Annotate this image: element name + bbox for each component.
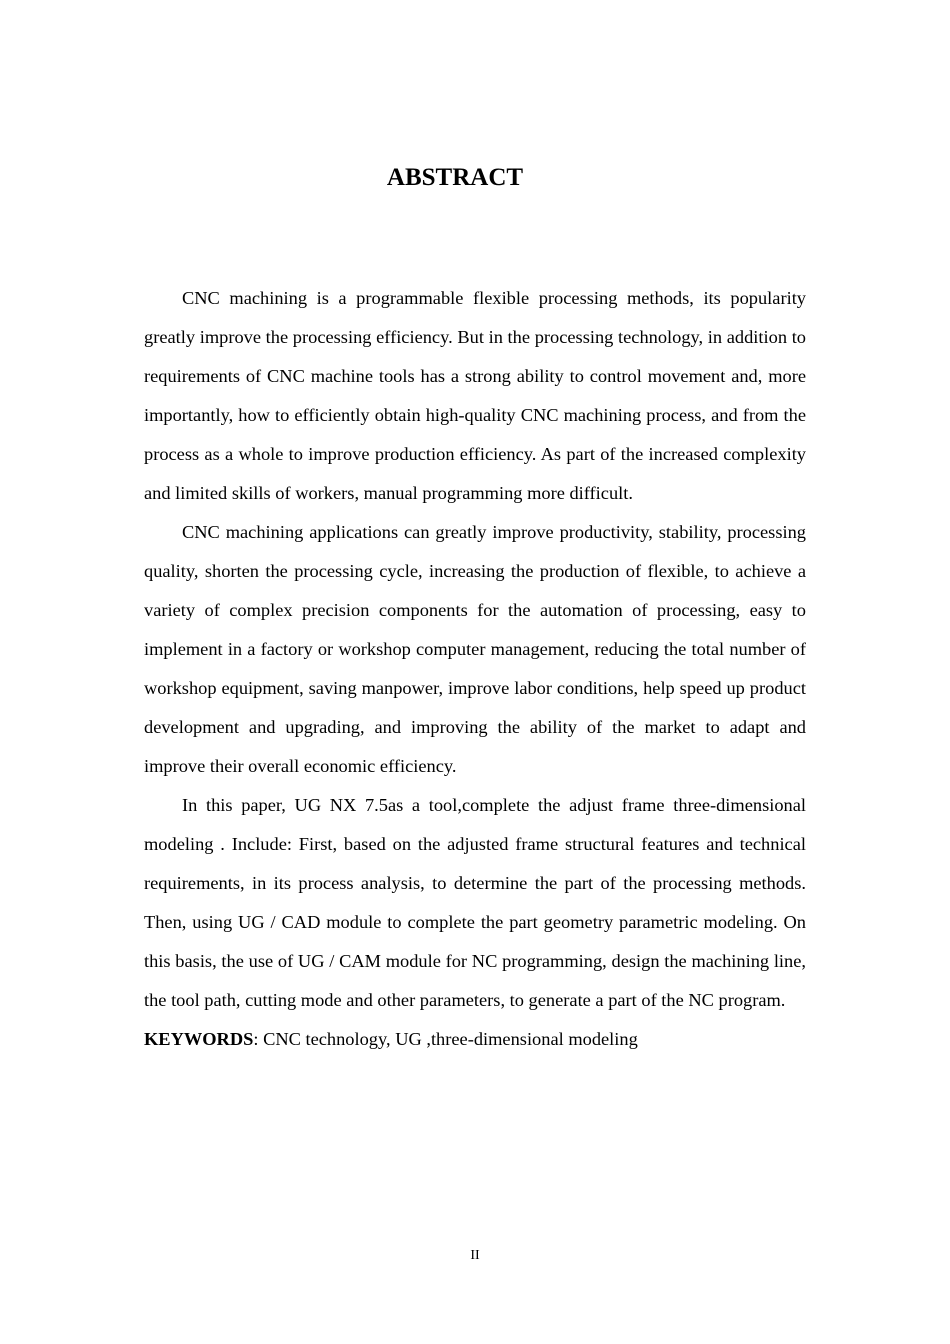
abstract-body <box>144 279 806 1059</box>
keywords-label: KEYWORDS <box>144 1029 254 1049</box>
keywords-separator: : <box>253 1029 264 1049</box>
abstract-paragraph-2: CNC machining applications can greatly improve productivity, stability, processing quality, shorten the processing cycle, increasing the production of flexible, to achieve a variety of complex precision components for the automation of processing, easy to implement in a factory or workshop computer management, reducing the total number of workshop equipment, saving manpower, improve labor conditions, help speed up product development and upgrading, and improving the ability of the market to adapt and improve their overall economic efficiency. <box>144 522 806 776</box>
keywords-line <box>144 1020 806 1059</box>
abstract-paragraph-3: In this paper, UG NX 7.5as a tool,complete the adjust frame three-dimensional modeling . Include: First, based on the adjusted frame structural features and technical requirements, in its process analysis, to determine the part of the processing methods. Then, using UG / CAD module to complete the part geometry parametric modeling. On this basis, the use of UG / CAM module for NC programming, design the machining line, the tool path, cutting mode and other parameters, to generate a part of the NC program. <box>144 795 806 1010</box>
page-number: II <box>470 1248 480 1263</box>
abstract-paragraph-1: CNC machining is a programmable flexible processing methods, its popularity greatly improve the processing efficiency. But in the processing technology, in addition to requirements of CNC machine tools has a strong ability to control movement and, more importantly, how to efficiently obtain high-quality CNC machining process, and from the process as a whole to improve production efficiency. As part of the increased complexity and limited skills of workers, manual programming more difficult. <box>144 288 806 503</box>
abstract-title: ABSTRACT <box>386 164 524 191</box>
keywords-value: CNC technology, UG ,three-dimensional modeling <box>263 1029 638 1049</box>
